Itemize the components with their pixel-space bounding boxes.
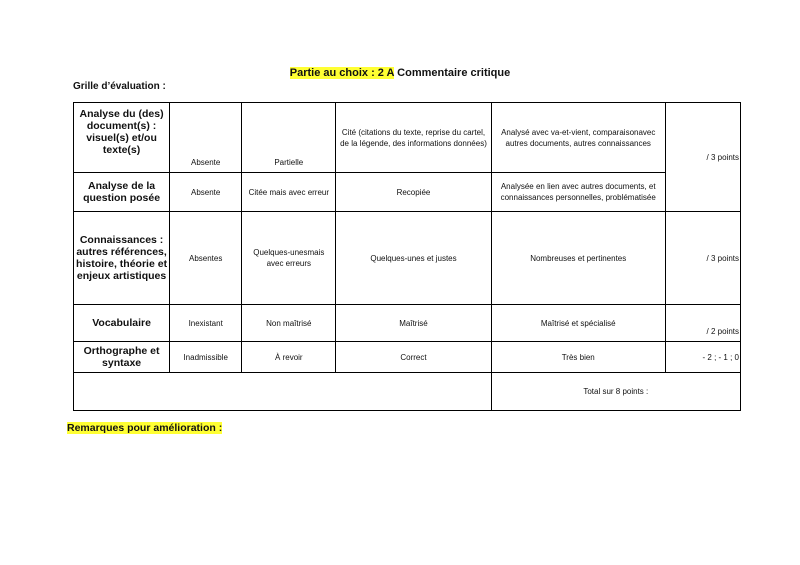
level-cell: Recopiée [336,173,491,212]
level-cell: Maîtrisé [336,305,491,342]
level-cell: Très bien [491,342,665,373]
level-cell: Maîtrisé et spécialisé [491,305,665,342]
points-cell: / 2 points [665,305,740,342]
level-cell: Absente [170,103,242,173]
criterion-cell: Orthographe et syntaxe [74,342,170,373]
level-cell: Inexistant [170,305,242,342]
table-row [74,173,741,212]
page-title [0,67,800,79]
level-cell: Absentes [170,212,242,305]
remarques-label: Remarques pour amélioration : [67,422,223,434]
level-cell: Non maîtrisé [242,305,336,342]
total-row [74,373,741,411]
level-cell: Partielle [242,103,336,173]
level-cell: Inadmissible [170,342,242,373]
points-cell: / 3 points [665,212,740,305]
criterion-cell: Vocabulaire [74,305,170,342]
title-highlight: Partie au choix : 2 A [289,67,395,79]
level-cell: Absente [170,173,242,212]
total-cell: Total sur 8 points : [491,373,740,411]
level-cell: Quelques-unes et justes [336,212,491,305]
level-cell: Analysée en lien avec autres documents, et connaissances personnelles, problématisée [491,173,665,212]
blank-cell [74,373,492,411]
table-row [74,305,741,342]
criterion-cell: Connaissances : autres références, histoire, théorie et enjeux artistiques [74,212,170,305]
table-row [74,103,741,173]
grille-label: Grille d’évaluation : [73,81,166,92]
level-cell: Cité (citations du texte, reprise du cartel, de la légende, des informations données) [336,103,491,173]
level-cell: Correct [336,342,491,373]
criterion-cell: Analyse de la question posée [74,173,170,212]
criterion-cell: Analyse du (des) document(s) : visuel(s) et/ou texte(s) [74,103,170,173]
table-row [74,342,741,373]
table-row [74,212,741,305]
points-cell: - 2 ; - 1 ; 0 [665,342,740,373]
title-rest: Commentaire critique [394,67,511,79]
level-cell: Citée mais avec erreur [242,173,336,212]
level-cell: À revoir [242,342,336,373]
level-cell: Nombreuses et pertinentes [491,212,665,305]
level-cell: Analysé avec va-et-vient, comparaisonavec autres documents, autres connaissances [491,103,665,173]
level-cell: Quelques-unesmais avec erreurs [242,212,336,305]
points-cell: / 3 points [665,103,740,212]
evaluation-grid [73,102,741,411]
